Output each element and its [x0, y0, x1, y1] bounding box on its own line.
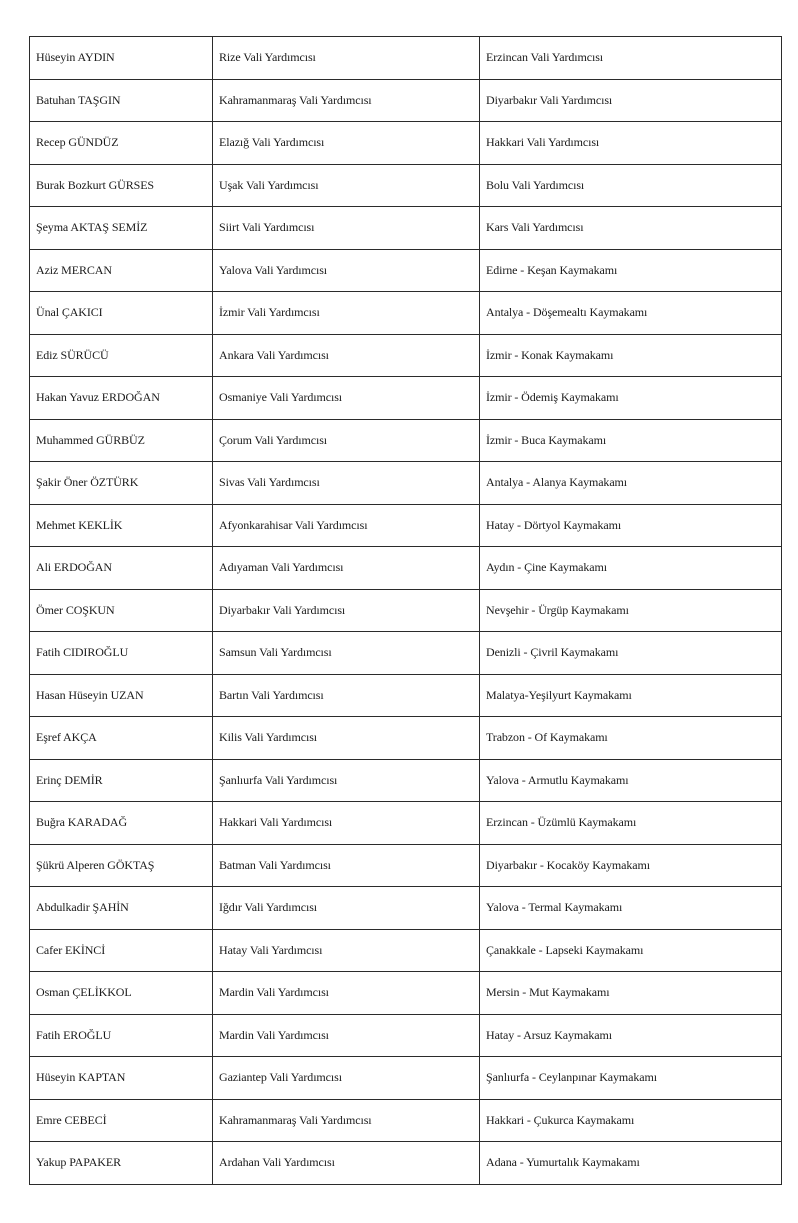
previous-post-cell: İzmir Vali Yardımcısı [213, 292, 480, 335]
new-post-cell: Çanakkale - Lapseki Kaymakamı [480, 929, 782, 972]
previous-post-cell: Şanlıurfa Vali Yardımcısı [213, 759, 480, 802]
new-post-cell: Bolu Vali Yardımcısı [480, 164, 782, 207]
new-post-cell: İzmir - Buca Kaymakamı [480, 419, 782, 462]
person-name-cell: Aziz MERCAN [30, 249, 213, 292]
person-name-cell: Ünal ÇAKICI [30, 292, 213, 335]
table-row [30, 844, 782, 887]
previous-post-cell: Hakkari Vali Yardımcısı [213, 802, 480, 845]
previous-post-cell: Siirt Vali Yardımcısı [213, 207, 480, 250]
table-row [30, 334, 782, 377]
table-row [30, 207, 782, 250]
new-post-cell: Mersin - Mut Kaymakamı [480, 972, 782, 1015]
new-post-cell: Diyarbakır - Kocaköy Kaymakamı [480, 844, 782, 887]
table-row [30, 504, 782, 547]
new-post-cell: Adana - Yumurtalık Kaymakamı [480, 1142, 782, 1185]
person-name-cell: Şakir Öner ÖZTÜRK [30, 462, 213, 505]
new-post-cell: Erzincan - Üzümlü Kaymakamı [480, 802, 782, 845]
previous-post-cell: Elazığ Vali Yardımcısı [213, 122, 480, 165]
person-name-cell: Yakup PAPAKER [30, 1142, 213, 1185]
person-name-cell: Burak Bozkurt GÜRSES [30, 164, 213, 207]
new-post-cell: Şanlıurfa - Ceylanpınar Kaymakamı [480, 1057, 782, 1100]
new-post-cell: Antalya - Alanya Kaymakamı [480, 462, 782, 505]
table-row [30, 377, 782, 420]
table-row [30, 802, 782, 845]
person-name-cell: Şeyma AKTAŞ SEMİZ [30, 207, 213, 250]
table-row [30, 1014, 782, 1057]
previous-post-cell: Osmaniye Vali Yardımcısı [213, 377, 480, 420]
new-post-cell: Hakkari - Çukurca Kaymakamı [480, 1099, 782, 1142]
table-row [30, 589, 782, 632]
table-row [30, 632, 782, 675]
table-row [30, 292, 782, 335]
person-name-cell: Hakan Yavuz ERDOĞAN [30, 377, 213, 420]
previous-post-cell: Kahramanmaraş Vali Yardımcısı [213, 1099, 480, 1142]
previous-post-cell: Diyarbakır Vali Yardımcısı [213, 589, 480, 632]
table-row [30, 929, 782, 972]
person-name-cell: Fatih EROĞLU [30, 1014, 213, 1057]
person-name-cell: Cafer EKİNCİ [30, 929, 213, 972]
previous-post-cell: Iğdır Vali Yardımcısı [213, 887, 480, 930]
new-post-cell: Diyarbakır Vali Yardımcısı [480, 79, 782, 122]
table-row [30, 164, 782, 207]
new-post-cell: Hakkari Vali Yardımcısı [480, 122, 782, 165]
new-post-cell: İzmir - Ödemiş Kaymakamı [480, 377, 782, 420]
table-row [30, 972, 782, 1015]
previous-post-cell: Yalova Vali Yardımcısı [213, 249, 480, 292]
person-name-cell: Mehmet KEKLİK [30, 504, 213, 547]
new-post-cell: Erzincan Vali Yardımcısı [480, 37, 782, 80]
table-row [30, 122, 782, 165]
new-post-cell: İzmir - Konak Kaymakamı [480, 334, 782, 377]
new-post-cell: Aydın - Çine Kaymakamı [480, 547, 782, 590]
new-post-cell: Trabzon - Of Kaymakamı [480, 717, 782, 760]
new-post-cell: Hatay - Dörtyol Kaymakamı [480, 504, 782, 547]
previous-post-cell: Kahramanmaraş Vali Yardımcısı [213, 79, 480, 122]
person-name-cell: Buğra KARADAĞ [30, 802, 213, 845]
previous-post-cell: Ankara Vali Yardımcısı [213, 334, 480, 377]
previous-post-cell: Afyonkarahisar Vali Yardımcısı [213, 504, 480, 547]
person-name-cell: Hüseyin AYDIN [30, 37, 213, 80]
person-name-cell: Emre CEBECİ [30, 1099, 213, 1142]
previous-post-cell: Sivas Vali Yardımcısı [213, 462, 480, 505]
person-name-cell: Eşref AKÇA [30, 717, 213, 760]
person-name-cell: Ömer COŞKUN [30, 589, 213, 632]
new-post-cell: Kars Vali Yardımcısı [480, 207, 782, 250]
previous-post-cell: Gaziantep Vali Yardımcısı [213, 1057, 480, 1100]
new-post-cell: Yalova - Termal Kaymakamı [480, 887, 782, 930]
new-post-cell: Nevşehir - Ürgüp Kaymakamı [480, 589, 782, 632]
previous-post-cell: Rize Vali Yardımcısı [213, 37, 480, 80]
table-row [30, 717, 782, 760]
table-row [30, 547, 782, 590]
previous-post-cell: Adıyaman Vali Yardımcısı [213, 547, 480, 590]
new-post-cell: Hatay - Arsuz Kaymakamı [480, 1014, 782, 1057]
table-row [30, 249, 782, 292]
table-row [30, 1099, 782, 1142]
new-post-cell: Malatya-Yeşilyurt Kaymakamı [480, 674, 782, 717]
new-post-cell: Denizli - Çivril Kaymakamı [480, 632, 782, 675]
person-name-cell: Ali ERDOĞAN [30, 547, 213, 590]
previous-post-cell: Kilis Vali Yardımcısı [213, 717, 480, 760]
table-row [30, 462, 782, 505]
appointments-table-body [30, 37, 782, 1185]
table-row [30, 887, 782, 930]
person-name-cell: Hüseyin KAPTAN [30, 1057, 213, 1100]
previous-post-cell: Bartın Vali Yardımcısı [213, 674, 480, 717]
new-post-cell: Yalova - Armutlu Kaymakamı [480, 759, 782, 802]
table-row [30, 37, 782, 80]
previous-post-cell: Hatay Vali Yardımcısı [213, 929, 480, 972]
previous-post-cell: Batman Vali Yardımcısı [213, 844, 480, 887]
previous-post-cell: Mardin Vali Yardımcısı [213, 972, 480, 1015]
previous-post-cell: Samsun Vali Yardımcısı [213, 632, 480, 675]
person-name-cell: Batuhan TAŞGIN [30, 79, 213, 122]
table-row [30, 759, 782, 802]
new-post-cell: Edirne - Keşan Kaymakamı [480, 249, 782, 292]
table-row [30, 79, 782, 122]
person-name-cell: Hasan Hüseyin UZAN [30, 674, 213, 717]
person-name-cell: Recep GÜNDÜZ [30, 122, 213, 165]
table-row [30, 674, 782, 717]
previous-post-cell: Mardin Vali Yardımcısı [213, 1014, 480, 1057]
previous-post-cell: Çorum Vali Yardımcısı [213, 419, 480, 462]
appointments-table [29, 36, 782, 1185]
person-name-cell: Şükrü Alperen GÖKTAŞ [30, 844, 213, 887]
previous-post-cell: Ardahan Vali Yardımcısı [213, 1142, 480, 1185]
new-post-cell: Antalya - Döşemealtı Kaymakamı [480, 292, 782, 335]
person-name-cell: Abdulkadir ŞAHİN [30, 887, 213, 930]
person-name-cell: Fatih CIDIROĞLU [30, 632, 213, 675]
table-row [30, 1142, 782, 1185]
person-name-cell: Erinç DEMİR [30, 759, 213, 802]
table-row [30, 419, 782, 462]
person-name-cell: Muhammed GÜRBÜZ [30, 419, 213, 462]
table-row [30, 1057, 782, 1100]
previous-post-cell: Uşak Vali Yardımcısı [213, 164, 480, 207]
person-name-cell: Ediz SÜRÜCÜ [30, 334, 213, 377]
person-name-cell: Osman ÇELİKKOL [30, 972, 213, 1015]
